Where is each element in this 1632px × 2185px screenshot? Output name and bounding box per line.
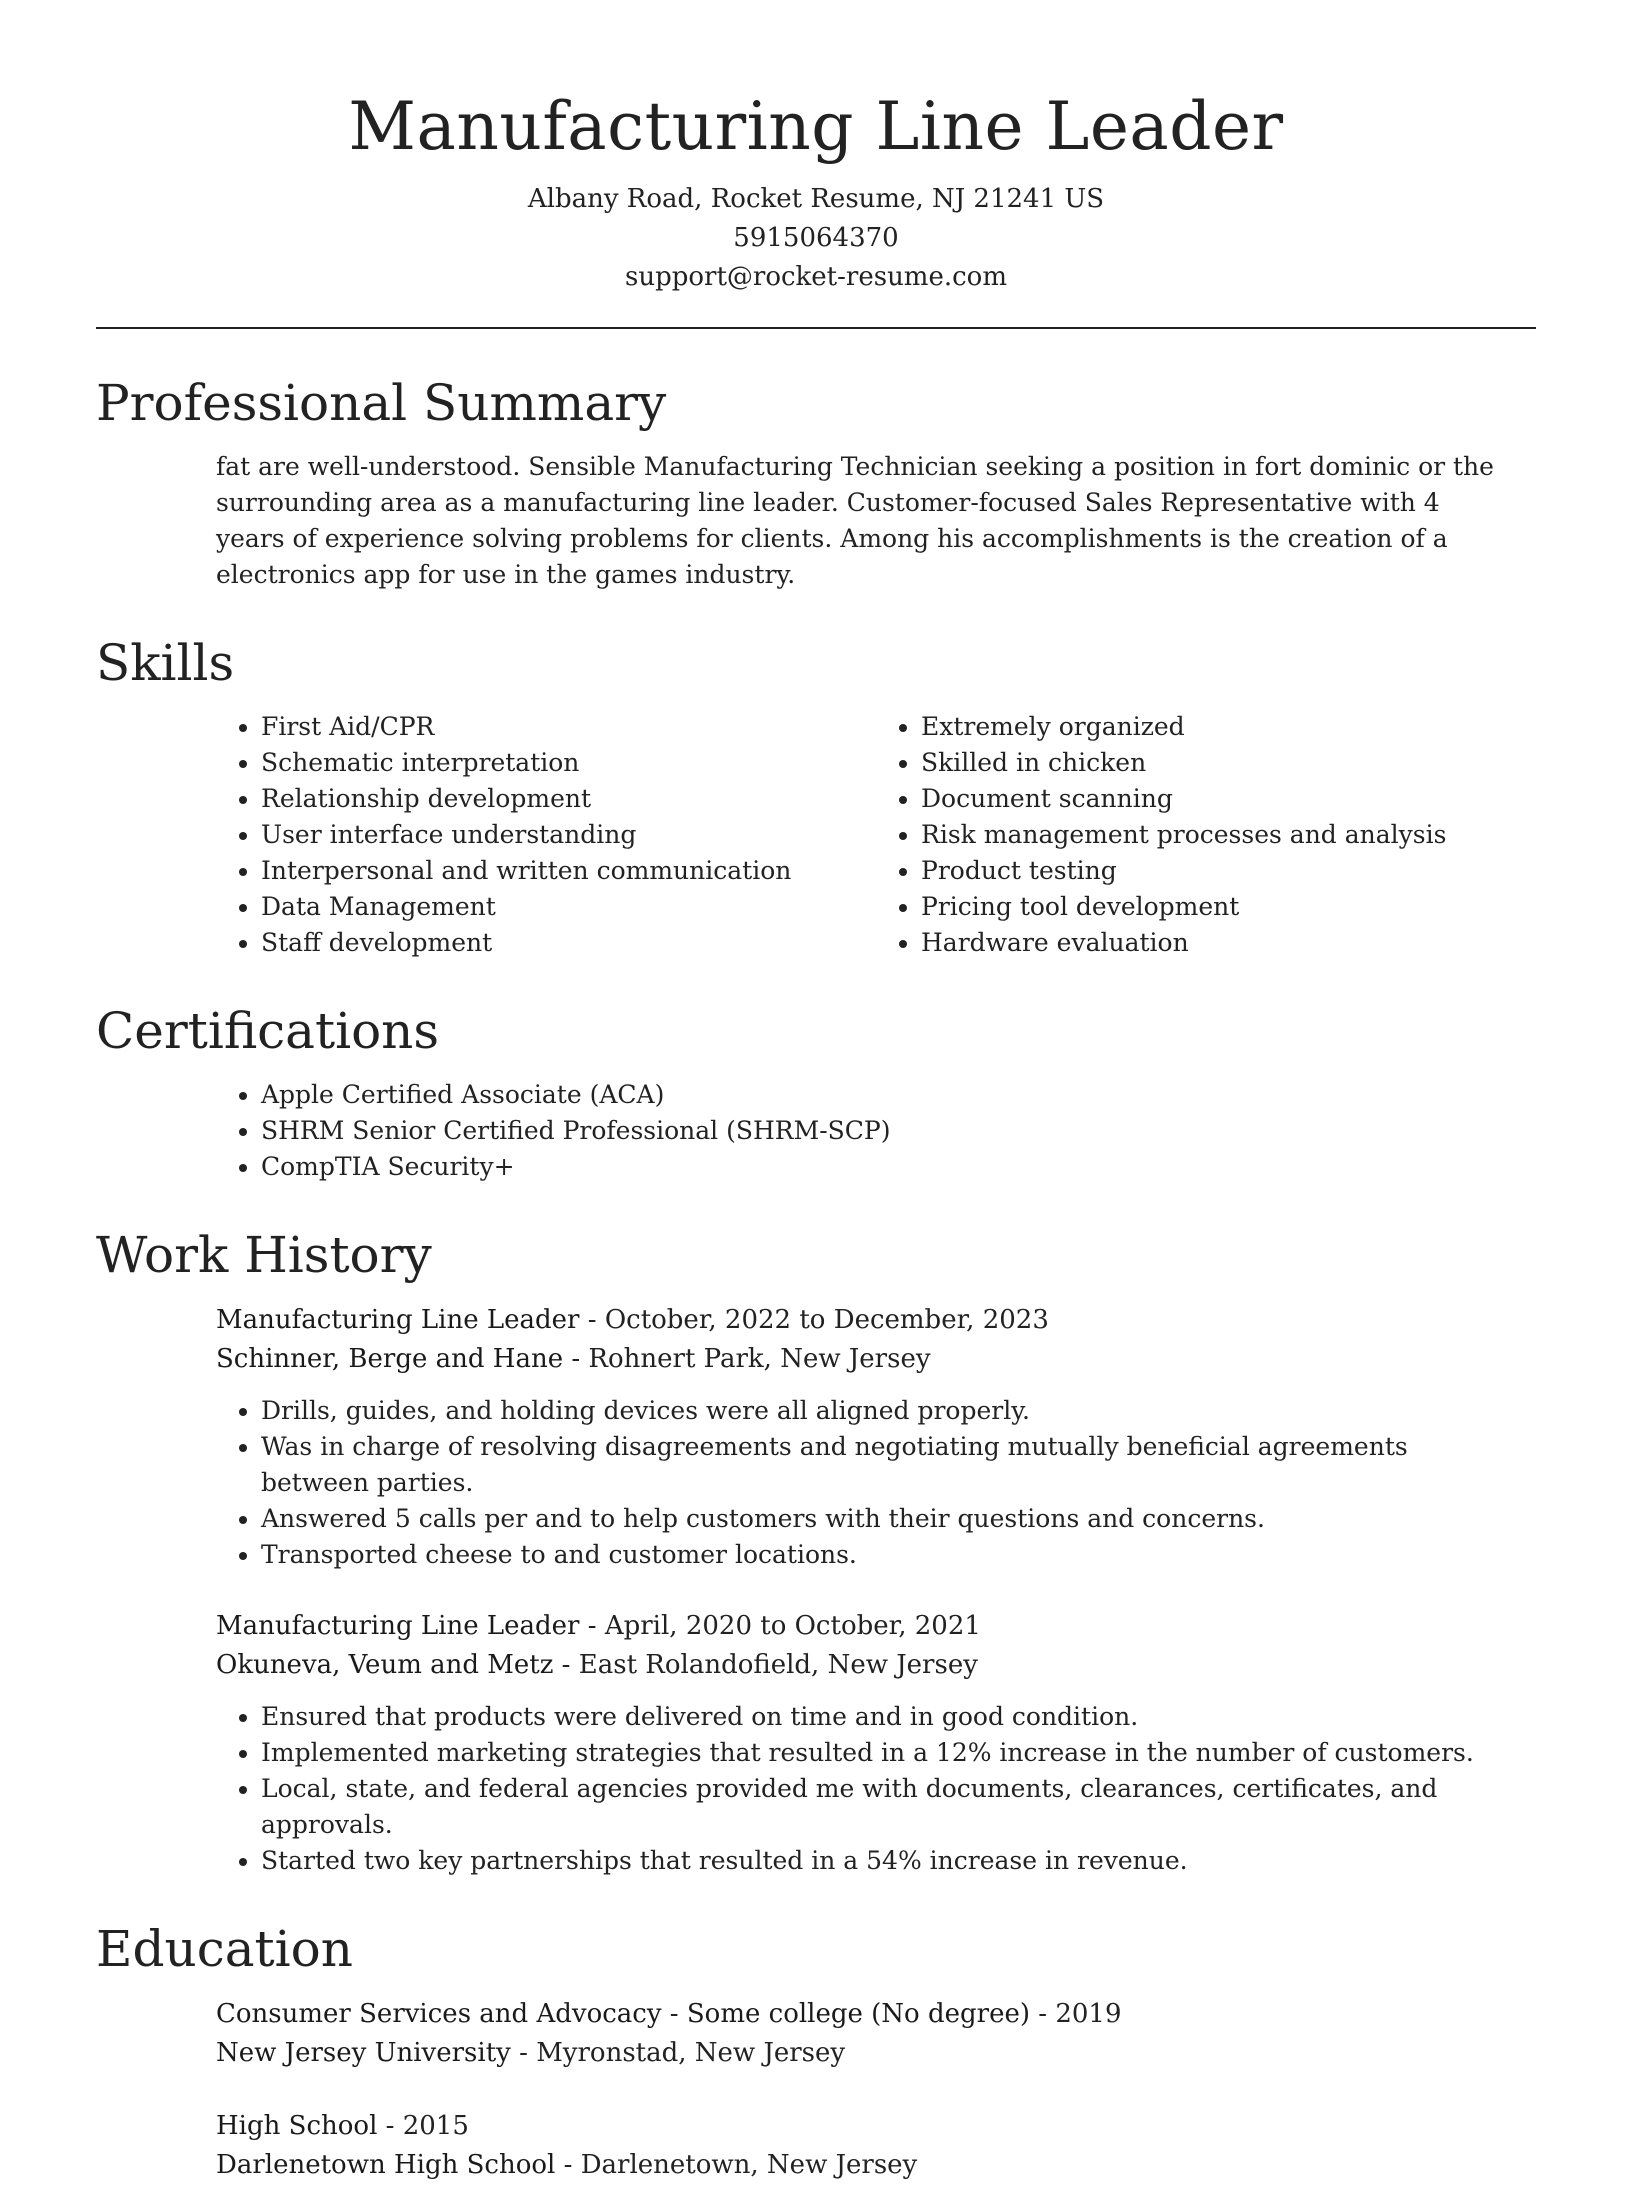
education-school: Darlenetown High School <box>216 2150 556 2180</box>
skills-list-left <box>216 709 876 961</box>
skill-item: • User interface understanding <box>261 817 876 853</box>
education-school-line: Darlenetown High School - Darlenetown, New Jersey <box>216 2150 918 2180</box>
job-company: Okuneva, Veum and Metz <box>216 1650 554 1680</box>
skill-item: • Risk management processes and analysis <box>921 817 1536 853</box>
job-role: Manufacturing Line Leader <box>216 1611 580 1641</box>
job-location: East Rolandofield, New Jersey <box>578 1650 978 1680</box>
job-dates: October, 2022 to December, 2023 <box>604 1305 1049 1335</box>
job-entry <box>216 1607 1536 1879</box>
job-bullet: • Ensured that products were delivered on time and in good condition. <box>261 1699 1476 1735</box>
certifications-heading: Certifications <box>96 1002 440 1060</box>
work-history-heading: Work History <box>96 1226 432 1284</box>
education-year: 2019 <box>1055 1999 1122 2029</box>
work-history-section <box>216 1301 1536 1879</box>
skill-item: • Staff development <box>261 925 876 961</box>
skill-item: • First Aid/CPR <box>261 709 876 745</box>
education-level: Some college (No degree) <box>686 1999 1030 2029</box>
certification-item: • SHRM Senior Certified Professional (SHRM-SCP) <box>261 1113 1536 1149</box>
education-degree: Consumer Services and Advocacy <box>216 1999 662 2029</box>
job-role: Manufacturing Line Leader <box>216 1305 580 1335</box>
skills-heading: Skills <box>96 634 235 692</box>
header-divider <box>96 327 1536 329</box>
education-entry <box>216 2107 1536 2185</box>
job-location: Rohnert Park, New Jersey <box>588 1344 931 1374</box>
skills-section <box>216 709 1536 961</box>
skill-item: • Relationship development <box>261 781 876 817</box>
job-bullet: • Transported cheese to and customer locations. <box>261 1537 1476 1573</box>
summary-heading: Professional Summary <box>96 374 667 432</box>
education-section <box>216 1995 1536 2185</box>
education-school: New Jersey University <box>216 2038 511 2068</box>
education-location: Myronstad, New Jersey <box>536 2038 846 2068</box>
resume-name: Manufacturing Line Leader <box>348 88 1284 165</box>
job-bullets <box>216 1699 1536 1879</box>
job-bullet: • Was in charge of resolving disagreements and negotiating mutually beneficial agreements between parties. <box>261 1429 1476 1501</box>
job-dates: April, 2020 to October, 2021 <box>604 1611 981 1641</box>
certifications-section <box>216 1077 1536 1185</box>
skill-item: • Hardware evaluation <box>921 925 1536 961</box>
education-year: 2015 <box>402 2111 469 2141</box>
certification-item: • CompTIA Security+ <box>261 1149 1536 1185</box>
job-bullet: • Implemented marketing strategies that resulted in a 12% increase in the number of customers. <box>261 1735 1476 1771</box>
job-company-line: Okuneva, Veum and Metz - East Rolandofield, New Jersey <box>216 1650 978 1680</box>
job-company: Schinner, Berge and Hane <box>216 1344 564 1374</box>
skill-item: • Skilled in chicken <box>921 745 1536 781</box>
skill-item: • Interpersonal and written communication <box>261 853 876 889</box>
skills-list-right <box>876 709 1536 961</box>
certification-item: • Apple Certified Associate (ACA) <box>261 1077 1536 1113</box>
job-title-line: Manufacturing Line Leader - April, 2020 to October, 2021 <box>216 1611 981 1641</box>
job-bullet: • Answered 5 calls per and to help customers with their questions and concerns. <box>261 1501 1476 1537</box>
contact-email: support@rocket-resume.com <box>624 262 1007 292</box>
contact-address: Albany Road, Rocket Resume, NJ 21241 US <box>527 184 1105 214</box>
job-bullet: • Local, state, and federal agencies provided me with documents, clearances, certificates, and approvals. <box>261 1771 1476 1843</box>
skill-item: • Product testing <box>921 853 1536 889</box>
education-degree-line: High School - 2015 <box>216 2111 469 2141</box>
summary-section <box>216 449 1536 593</box>
contact-block <box>96 180 1536 297</box>
skill-item: • Extremely organized <box>921 709 1536 745</box>
job-bullets <box>216 1393 1536 1573</box>
education-degree: High School <box>216 2111 378 2141</box>
certifications-list <box>216 1077 1536 1185</box>
job-company-line: Schinner, Berge and Hane - Rohnert Park, New Jersey <box>216 1344 931 1374</box>
resume-header <box>96 0 1536 297</box>
job-entry <box>216 1301 1536 1573</box>
education-entry <box>216 1995 1536 2073</box>
education-degree-line: Consumer Services and Advocacy - Some college (No degree) - 2019 <box>216 1999 1122 2029</box>
job-title-line: Manufacturing Line Leader - October, 2022 to December, 2023 <box>216 1305 1049 1335</box>
job-bullet: • Started two key partnerships that resulted in a 54% increase in revenue. <box>261 1843 1476 1879</box>
skill-item: • Pricing tool development <box>921 889 1536 925</box>
education-heading: Education <box>96 1920 353 1978</box>
skill-item: • Data Management <box>261 889 876 925</box>
contact-phone: 5915064370 <box>733 223 899 253</box>
skill-item: • Schematic interpretation <box>261 745 876 781</box>
education-location: Darlenetown, New Jersey <box>580 2150 918 2180</box>
education-school-line: New Jersey University - Myronstad, New Jersey <box>216 2038 846 2068</box>
summary-text: fat are well-understood. Sensible Manufacturing Technician seeking a position in fort dominic or the surrounding area as a manufacturing line leader. Customer-focused Sales Representative with 4 years of experience solving problems for clients. Among his accomplishments is the creation of a electronics app for use in the games industry. <box>216 452 1494 589</box>
job-bullet: • Drills, guides, and holding devices were all aligned properly. <box>261 1393 1476 1429</box>
skill-item: • Document scanning <box>921 781 1536 817</box>
